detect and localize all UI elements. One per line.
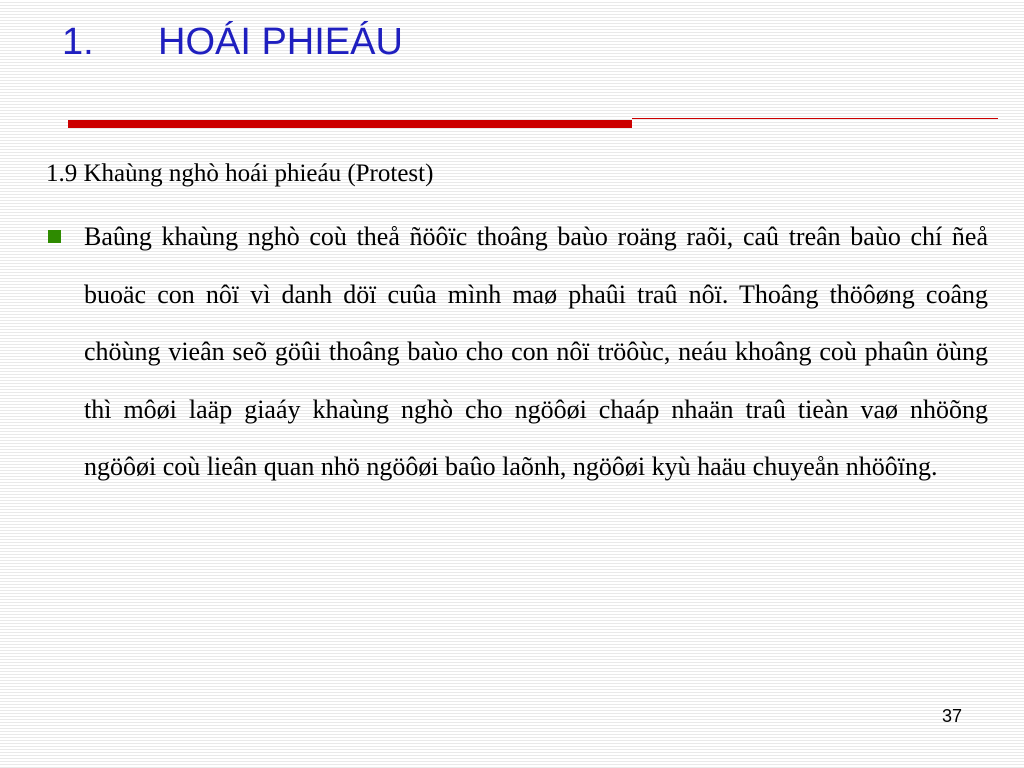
square-bullet-icon [48,230,61,243]
slide-title [62,20,403,66]
page-number: 37 [941,706,962,726]
section-subtitle: 1.9 Khaùng nghò hoái phieáu (Protest) [46,160,434,187]
title-text: HOÁI PHIEÁU [158,21,403,63]
title-divider [68,118,998,130]
bullet-text: Baûng khaùng nghò coù theå ñöôïc thoâng baùo roäng raõi, caû treân baùo chí ñeå buoäc con nôï vì danh döï cuûa mình maø phaûi traû nôï. Thoâng thöôøng coâng chöùng vieân seõ göûi thoâng baùo cho con nôï tröôùc, neáu khoâng coù phaûn öùng thì môøi laäp giaáy khaùng nghò cho ngöôøi chaáp nhaän traû tieàn vaø nhöõng ngöôøi coù lieân quan nhö ngöôøi baûo laõnh, ngöôøi kyù haäu chuyeån nhöôïng. [84,222,988,481]
bullet-item [48,220,988,496]
title-divider-thin [632,118,998,119]
title-divider-thick [68,120,632,128]
title-number: 1. [62,21,94,63]
